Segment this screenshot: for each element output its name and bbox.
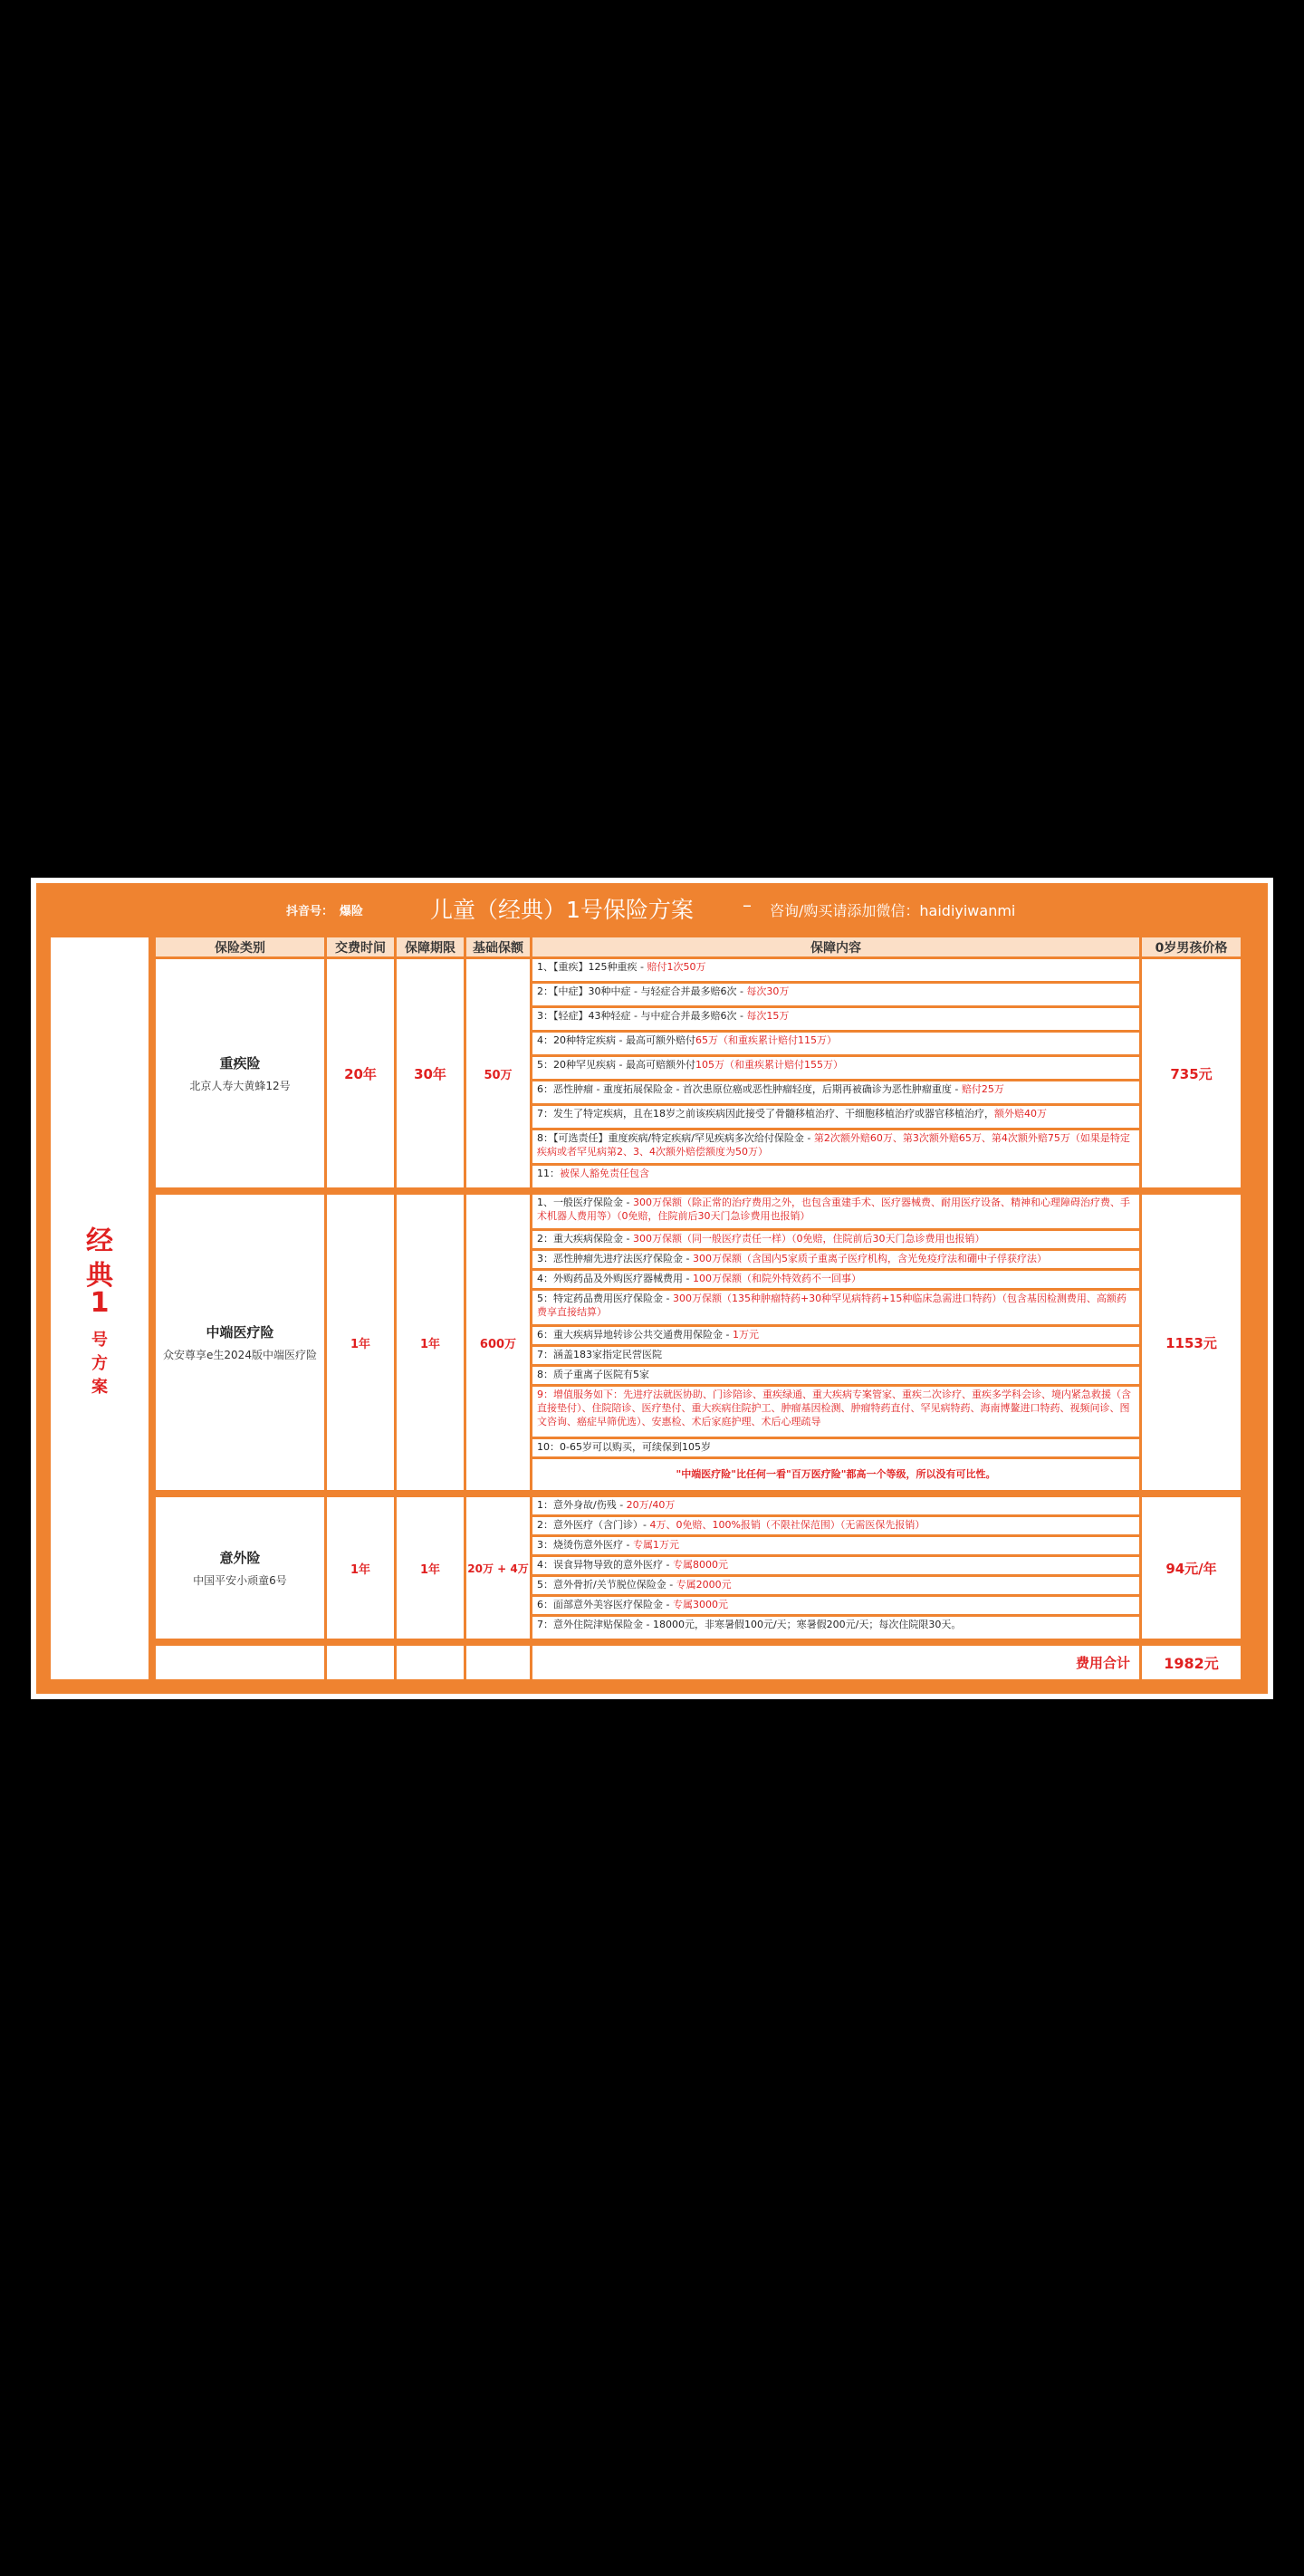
coverage-line: 7：意外住院津贴保险金 - 18000元，非寒暑假100元/天；寒暑假200元/天；每次住院限30天。 bbox=[532, 1617, 1139, 1639]
plan-pay: 1年 bbox=[327, 1497, 394, 1639]
plan-type-cell bbox=[156, 959, 324, 1187]
coverage-line: 3：恶性肿瘤先进疗法医疗保险金 - 300万保额（含国内5家质子重离子医疗机构，含光免疫疗法和硼中子俘获疗法） bbox=[532, 1251, 1139, 1268]
coverage-line: 5：意外骨折/关节脱位保险金 - 专属2000元 bbox=[532, 1577, 1139, 1594]
coverage-line: 5：特定药品费用医疗保险金 - 300万保额（135种肿瘤特药+30种罕见病特药+15种临床急需进口特药）（包含基因检测费用、高额药费享直接结算） bbox=[532, 1291, 1139, 1324]
plan-product: 众安尊享e生2024版中端医疗险 bbox=[163, 1349, 317, 1361]
header-basic: 基础保额 bbox=[466, 937, 530, 956]
coverage-line: 3：【轻症】43种轻症 - 与中症合并最多赔6次 - 每次15万 bbox=[532, 1008, 1139, 1030]
plan-period: 1年 bbox=[397, 1497, 464, 1639]
total-blank-cell bbox=[397, 1646, 464, 1679]
plan-period: 30年 bbox=[397, 959, 464, 1187]
orange-frame bbox=[36, 883, 1268, 1694]
consult-text: 咨询/购买请添加微信：haidiyiwanmi bbox=[770, 902, 1016, 919]
banner bbox=[36, 883, 1268, 927]
coverage-line: 7：涵盖183家指定民营医院 bbox=[532, 1347, 1139, 1364]
total-blank-cell bbox=[156, 1646, 324, 1679]
coverage-line: 8：质子重离子医院有5家 bbox=[532, 1367, 1139, 1384]
coverage-line: 1、【重疾】125种重疾 - 赔付1次50万 bbox=[532, 959, 1139, 981]
coverage-line: 7：发生了特定疾病，且在18岁之前该疾病因此接受了骨髓移植治疗、干细胞移植治疗或器官移植治疗，额外赔40万 bbox=[532, 1106, 1139, 1128]
plan-basic: 50万 bbox=[466, 959, 530, 1187]
coverage-line: 5：20种罕见疾病 - 最高可赔额外付105万（和重疾累计赔付155万） bbox=[532, 1057, 1139, 1079]
total-value: 1982元 bbox=[1142, 1646, 1241, 1679]
total-blank-cell bbox=[327, 1646, 394, 1679]
side-char: 案 bbox=[91, 1378, 108, 1397]
coverage-line: 8：【可选责任】重度疾病/特定疾病/罕见疾病多次给付保险金 - 第2次额外赔60万、第3次额外赔65万、第4次额外赔75万（如果是特定疾病或者罕见病第2、3、4次额外赔偿额度为50万） bbox=[532, 1130, 1139, 1163]
plan-price: 735元 bbox=[1142, 959, 1241, 1187]
coverage-line: 4：误食异物导致的意外医疗 - 专属8000元 bbox=[532, 1557, 1139, 1574]
total-blank-cell bbox=[466, 1646, 530, 1679]
coverage-line: 11：被保人豁免责任包含 bbox=[532, 1166, 1139, 1187]
coverage-line: 2：重大疾病保险金 - 300万保额（同一般医疗责任一样）（0免赔，住院前后30天门急诊费用也报销） bbox=[532, 1231, 1139, 1248]
plan-period: 1年 bbox=[397, 1195, 464, 1490]
header-pay: 交费时间 bbox=[327, 937, 394, 956]
coverage-line: 2：【中症】30种中症 - 与轻症合并最多赔6次 - 每次30万 bbox=[532, 984, 1139, 1005]
coverage-line: 2：意外医疗（含门诊）- 4万、0免赔、100%报销（不限社保范围）（无需医保先报销） bbox=[532, 1517, 1139, 1534]
plan-basic: 600万 bbox=[466, 1195, 530, 1490]
side-char: 经 bbox=[86, 1226, 113, 1257]
coverage-line: 6：恶性肿瘤 - 重度拓展保险金 - 首次患原位癌或恶性肿瘤轻度，后期再被确诊为恶性肿瘤重度 - 赔付25万 bbox=[532, 1081, 1139, 1103]
coverage-line: 1、一般医疗保险金 - 300万保额（除正常的治疗费用之外，也包含重建手术、医疗器械费、耐用医疗设备、精神和心理障碍治疗费、手术机器人费用等）（0免赔，住院前后30天门急诊费用也报销） bbox=[532, 1195, 1139, 1228]
insurance-plan-card bbox=[31, 878, 1273, 1699]
header-type: 保险类别 bbox=[156, 937, 324, 956]
plan-name: 中端医疗险 bbox=[206, 1324, 274, 1341]
side-char: 方 bbox=[91, 1354, 108, 1373]
side-label bbox=[51, 937, 149, 1679]
coverage-line: 4：外购药品及外购医疗器械费用 - 100万保额（和院外特效药不一回事） bbox=[532, 1271, 1139, 1288]
title-dash: – bbox=[743, 894, 752, 916]
plan-basic: 20万 + 4万 bbox=[466, 1497, 530, 1639]
coverage-line: 1：意外身故/伤残 - 20万/40万 bbox=[532, 1497, 1139, 1514]
plan-pay: 1年 bbox=[327, 1195, 394, 1490]
plan-name: 意外险 bbox=[219, 1550, 261, 1566]
header-content: 保障内容 bbox=[532, 937, 1139, 956]
plan-pay: 20年 bbox=[327, 959, 394, 1187]
plan-product: 北京人寿大黄蜂12号 bbox=[189, 1080, 291, 1092]
side-char: 典 bbox=[86, 1260, 113, 1292]
plan-name: 重疾险 bbox=[219, 1055, 261, 1072]
page-title: 儿童（经典）1号保险方案 bbox=[430, 897, 694, 923]
coverage-line: 6：重大疾病异地转诊公共交通费用保险金 - 1万元 bbox=[532, 1327, 1139, 1344]
coverage-line: 10：0-65岁可以购买，可续保到105岁 bbox=[532, 1439, 1139, 1456]
side-char: 号 bbox=[91, 1331, 108, 1350]
header-period: 保障期限 bbox=[397, 937, 464, 956]
plan-type-cell bbox=[156, 1195, 324, 1490]
header-price: 0岁男孩价格 bbox=[1142, 937, 1241, 956]
plan-type-cell bbox=[156, 1497, 324, 1639]
coverage-line: 9：增值服务如下：先进疗法就医协助、门诊陪诊、重疾绿通、重大疾病专案管家、重疾二次诊疗、重疾多学科会诊、境内紧急救援（含直接垫付）、住院陪诊、医疗垫付、重大疾病住院护工、肿瘤基因检测、肿瘤特药直付、罕见病特药、海南博鳌进口特药、视频问诊、图文咨询、癌症早筛优选）、安惠检、术后家庭护理、术后心理疏导 bbox=[532, 1387, 1139, 1437]
plan-price: 1153元 bbox=[1142, 1195, 1241, 1490]
coverage-line: 4：20种特定疾病 - 最高可额外赔付65万（和重疾累计赔付115万） bbox=[532, 1033, 1139, 1054]
plan-product: 中国平安小顽童6号 bbox=[193, 1574, 287, 1587]
douyin-label: 抖音号： bbox=[286, 905, 334, 918]
coverage-line: 3：烧烫伤意外医疗 - 专属1万元 bbox=[532, 1537, 1139, 1554]
comparison-note: "中端医疗险"比任何一看"百万医疗险"都高一个等级，所以没有可比性。 bbox=[532, 1459, 1139, 1490]
plan-price: 94元/年 bbox=[1142, 1497, 1241, 1639]
total-label: 费用合计 bbox=[532, 1646, 1139, 1679]
douyin-name: 爆险 bbox=[340, 905, 364, 918]
coverage-line: 6：面部意外美容医疗保险金 - 专属3000元 bbox=[532, 1597, 1139, 1614]
side-char: 1 bbox=[90, 1287, 110, 1319]
